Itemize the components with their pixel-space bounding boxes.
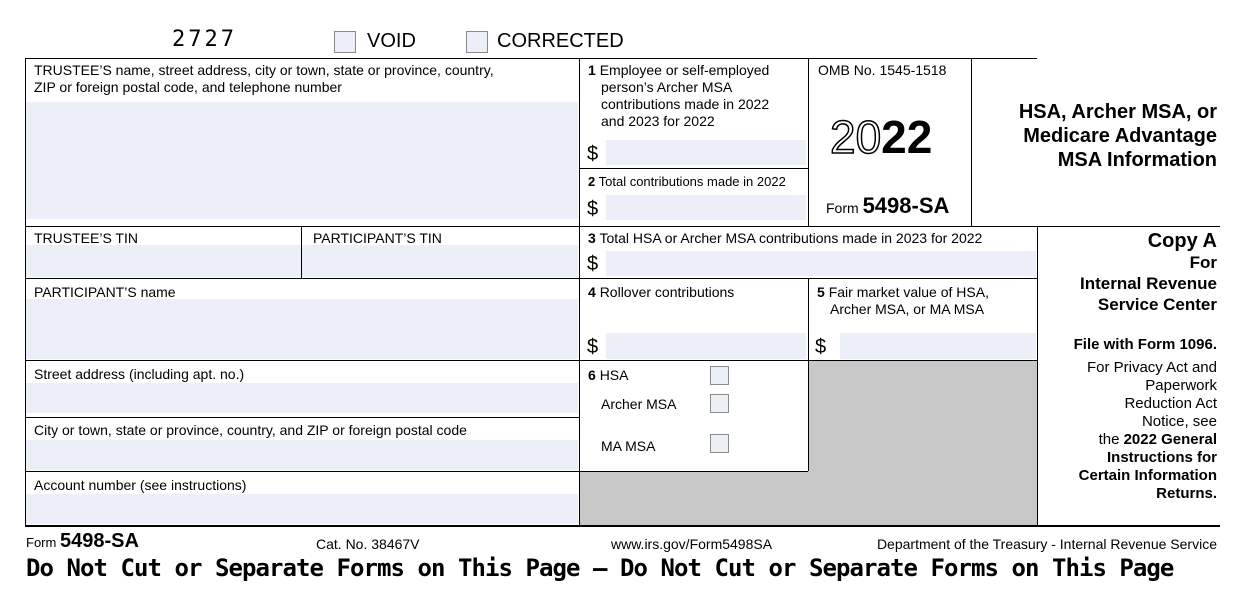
box6-ma-label: MA MSA [601,438,656,454]
box1-label: 1 Employee or self-employed [588,62,770,78]
shaded-block-bottom [579,471,1037,525]
box3-dollar: $ [587,253,599,275]
trustee-tin-label: TRUSTEE’S TIN [34,230,138,246]
privacy-notice: For Privacy Act and Paperwork Reduction Act Notice, see the 2022 General Instructions for Certain Information Returns. [1078,359,1217,502]
form-title: HSA, Archer MSA, or Medicare Advantage MSA Information [1018,101,1217,171]
omb-number: OMB No. 1545-1518 [818,62,947,78]
box1-label-3: contributions made in 2022 [601,96,770,112]
participant-name-label: PARTICIPANT’S name [34,284,176,300]
department: Department of the Treasury - Internal Revenue Service [876,536,1217,552]
shaded-block-right [808,361,1037,471]
box2-label: 2 Total contributions made in 2022 [588,174,786,189]
box6-hsa-checkbox[interactable] [710,366,729,385]
trustee-tin-field[interactable] [26,245,301,277]
trustee-name-label-2: ZIP or foreign postal code, and telephone number [34,79,342,95]
box6-archer-label: Archer MSA [601,396,677,412]
trustee-name-label: TRUSTEE’S name, street address, city or town, state or province, country, [34,62,494,78]
cat-number: Cat. No. 38467V [316,536,420,552]
box4-dollar: $ [587,336,599,358]
file-with-form: File with Form 1096. [1073,336,1217,353]
box3-field[interactable] [606,251,1036,276]
street-address-label: Street address (including apt. no.) [34,366,245,382]
box5-dollar: $ [815,336,827,358]
tax-year: 2022 [830,111,933,163]
do-not-cut-notice: Do Not Cut or Separate Forms on This Page — Do Not Cut or Separate Forms on This Page [26,554,1174,582]
copy-a-panel: Copy A For Internal Revenue Service Center [1032,230,1217,315]
footer-form-number: Form 5498-SA [26,530,139,552]
box3-label: 3 Total HSA or Archer MSA contributions made in 2023 for 2022 [588,230,983,246]
box1-dollar: $ [587,143,599,165]
box5-label: 5 Fair market value of HSA, [817,284,989,300]
box4-field[interactable] [606,333,806,359]
irs-url: www.irs.gov/Form5498SA [611,536,773,552]
omb-form-number: Form 5498-SA [826,193,950,218]
box1-label-2: person’s Archer MSA [601,79,733,95]
box4-label: 4 Rollover contributions [588,284,735,300]
void-label: VOID [367,30,416,52]
city-label: City or town, state or province, country, and ZIP or foreign postal code [34,422,467,438]
street-address-field[interactable] [26,383,578,413]
box2-dollar: $ [587,198,599,220]
copy-a-title: Copy A [1147,230,1217,252]
form-code: 2727 [172,27,237,52]
box1-field[interactable] [606,140,806,165]
account-number-label: Account number (see instructions) [34,477,247,493]
box6-hsa-label: 6 HSA [588,367,629,383]
box6-archer-checkbox[interactable] [710,394,729,413]
box5-field[interactable] [840,333,1036,359]
participant-tin-field[interactable] [302,245,578,277]
account-number-field[interactable] [26,494,578,524]
corrected-label: CORRECTED [497,30,624,52]
box6-ma-checkbox[interactable] [710,434,729,453]
box2-field[interactable] [606,195,806,220]
void-checkbox[interactable] [334,31,356,53]
participant-name-field[interactable] [26,299,578,359]
participant-tin-label: PARTICIPANT’S TIN [313,230,442,246]
box1-label-4: and 2023 for 2022 [601,113,715,129]
city-field[interactable] [26,440,578,470]
corrected-checkbox[interactable] [466,31,488,53]
trustee-name-field[interactable] [26,102,578,219]
box5-label-2: Archer MSA, or MA MSA [830,301,985,317]
